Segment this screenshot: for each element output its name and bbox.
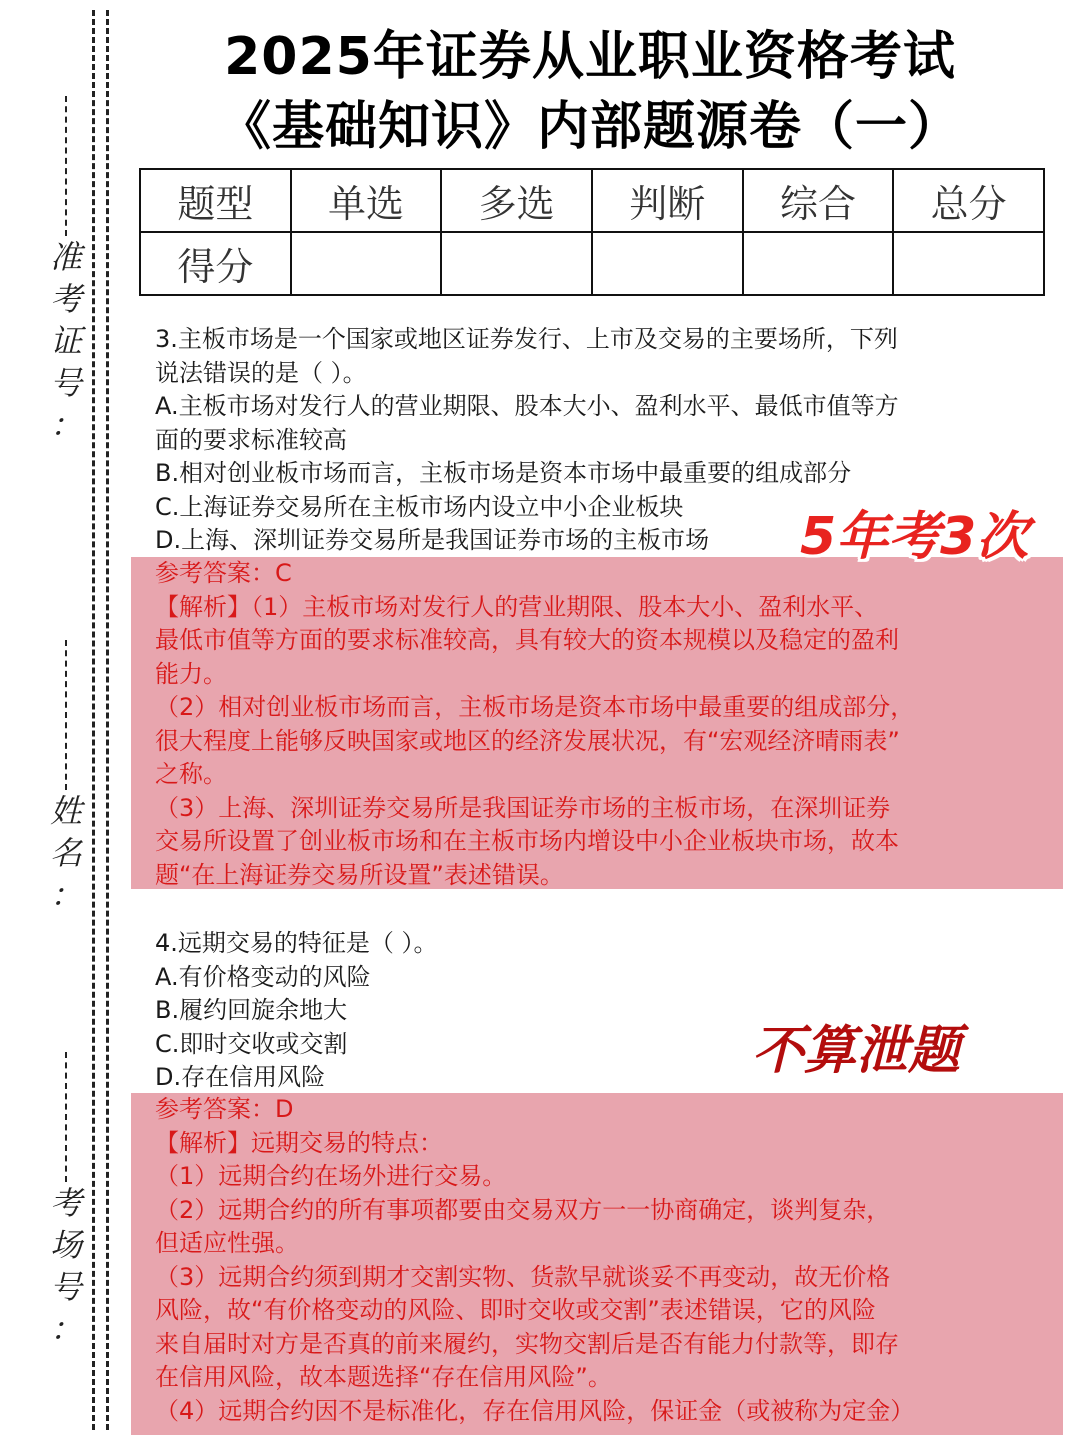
exam-subtitle: 《基础知识》内部题源卷（一） [218,97,961,157]
margin-label-char: 场 [49,1226,82,1264]
option-a: A.有价格变动的风险 [155,962,371,991]
explanation-line: 【解析】远期交易的特点： [155,1128,443,1157]
score-table [139,168,1045,296]
question-stem-line: 3.主板市场是一个国家或地区证券发行、上市及交易的主要场所，下列 [155,325,898,353]
binding-margin [0,0,130,1440]
score-table-header-row [140,169,1044,232]
explanation-line: 交易所设置了创业板市场和在主板市场内增设中小企业板块市场，故本 [155,827,899,855]
option-a: A.主板市场对发行人的营业期限、股本大小、盈利水平、最低市值等方 [155,392,899,420]
disclaimer-stamp: 不算泄题 [752,1021,961,1081]
margin-label-char: ： [49,406,82,444]
explanation-line: 来自届时对方是否真的前来履约，实物交割后是否有能力付款等，即存 [155,1329,899,1358]
question-stem-line: 说法错误的是（ ）。 [155,358,367,387]
explanation-line: （3）上海、深圳证券交易所是我国证券市场的主板市场，在深圳证券 [155,793,891,822]
score-cell [893,232,1044,295]
answer-key: 参考答案：C [155,559,292,587]
margin-label-char: 准 [49,238,82,276]
score-cell [291,232,442,295]
margin-label-char: ： [49,1310,82,1348]
option-d: D.存在信用风险 [155,1063,326,1091]
score-cell [441,232,592,295]
cut-line-inner [106,10,109,1430]
explanation-line: 最低市值等方面的要求标准较高，具有较大的资本规模以及稳定的盈利 [155,626,899,654]
exam-room-label [38,1182,94,1350]
answer-block-q3 [131,557,1063,889]
explanation-line: 之称。 [155,760,227,788]
admission-number-field [38,92,94,446]
explanation-line: 很大程度上能够反映国家或地区的经济发展状况，有“宏观经济晴雨表” [155,726,900,755]
margin-label-char: 姓 [49,792,82,830]
admission-number-label [38,236,94,446]
explanation-line: 能力。 [155,659,227,688]
explanation-line: 风险，故“有价格变动的风险、即时交收或交割”表述错误，它的风险 [155,1296,876,1324]
option-a-continued: 面的要求标准较高 [155,425,347,454]
option-b: B.履约回旋余地大 [155,996,348,1024]
explanation-line: （1）远期合约在场外进行交易。 [155,1162,507,1190]
frequency-stamp: 5年考3次 [800,507,1029,567]
score-table-score-row [140,232,1044,295]
score-header-cell: 判断 [592,169,743,232]
explanation-line: （3）远期合约须到期才交割实物、货款早就谈妥不再变动，故无价格 [155,1262,891,1291]
explanation-line: 在信用风险，故本题选择“存在信用风险”。 [155,1363,612,1391]
score-header-cell: 总分 [893,169,1044,232]
admission-number-blank [65,96,67,236]
answer-key: 参考答案：D [155,1095,294,1123]
margin-label-char: 考 [49,1184,82,1222]
margin-label-char: 名 [49,834,82,872]
name-label [38,790,94,916]
explanation-line: （2）远期合约的所有事项都要由交易双方一一协商确定，谈判复杂， [155,1195,891,1224]
explanation-line: （2）相对创业板市场而言，主板市场是资本市场中最重要的组成部分， [155,693,915,721]
exam-title: 2025年证券从业职业资格考试 [224,27,956,87]
margin-label-char: ： [49,876,82,914]
score-header-cell: 多选 [441,169,592,232]
margin-label-char: 号 [49,364,82,402]
exam-room-blank [65,1052,67,1182]
margin-label-char: 证 [49,322,82,360]
explanation-line: 题“在上海证券交易所设置”表述错误。 [155,860,564,889]
margin-label-char: 号 [49,1268,82,1306]
score-cell [592,232,743,295]
explanation-line: 但适应性强。 [155,1229,299,1257]
name-field [38,636,94,916]
margin-label-char: 考 [49,280,82,318]
option-c: C.即时交收或交割 [155,1029,348,1058]
answer-block-q4 [131,1093,1063,1435]
score-header-cell: 题型 [140,169,291,232]
option-d: D.上海、深圳证券交易所是我国证券市场的主板市场 [155,526,710,554]
score-header-cell: 单选 [291,169,442,232]
score-header-cell: 综合 [743,169,894,232]
option-c: C.上海证券交易所在主板市场内设立中小企业板块 [155,492,684,521]
exam-room-field [38,1048,94,1350]
option-b: B.相对创业板市场而言，主板市场是资本市场中最重要的组成部分 [155,459,852,487]
question-stem-line: 4.远期交易的特征是（ ）。 [155,929,438,957]
explanation-line: （4）远期合约因不是标准化，存在信用风险，保证金（或被称为定金） [155,1396,915,1425]
name-blank [65,640,67,790]
score-cell [743,232,894,295]
explanation-line: 【解析】（1）主板市场对发行人的营业期限、股本大小、盈利水平、 [155,592,879,621]
score-row-label: 得分 [140,232,291,295]
